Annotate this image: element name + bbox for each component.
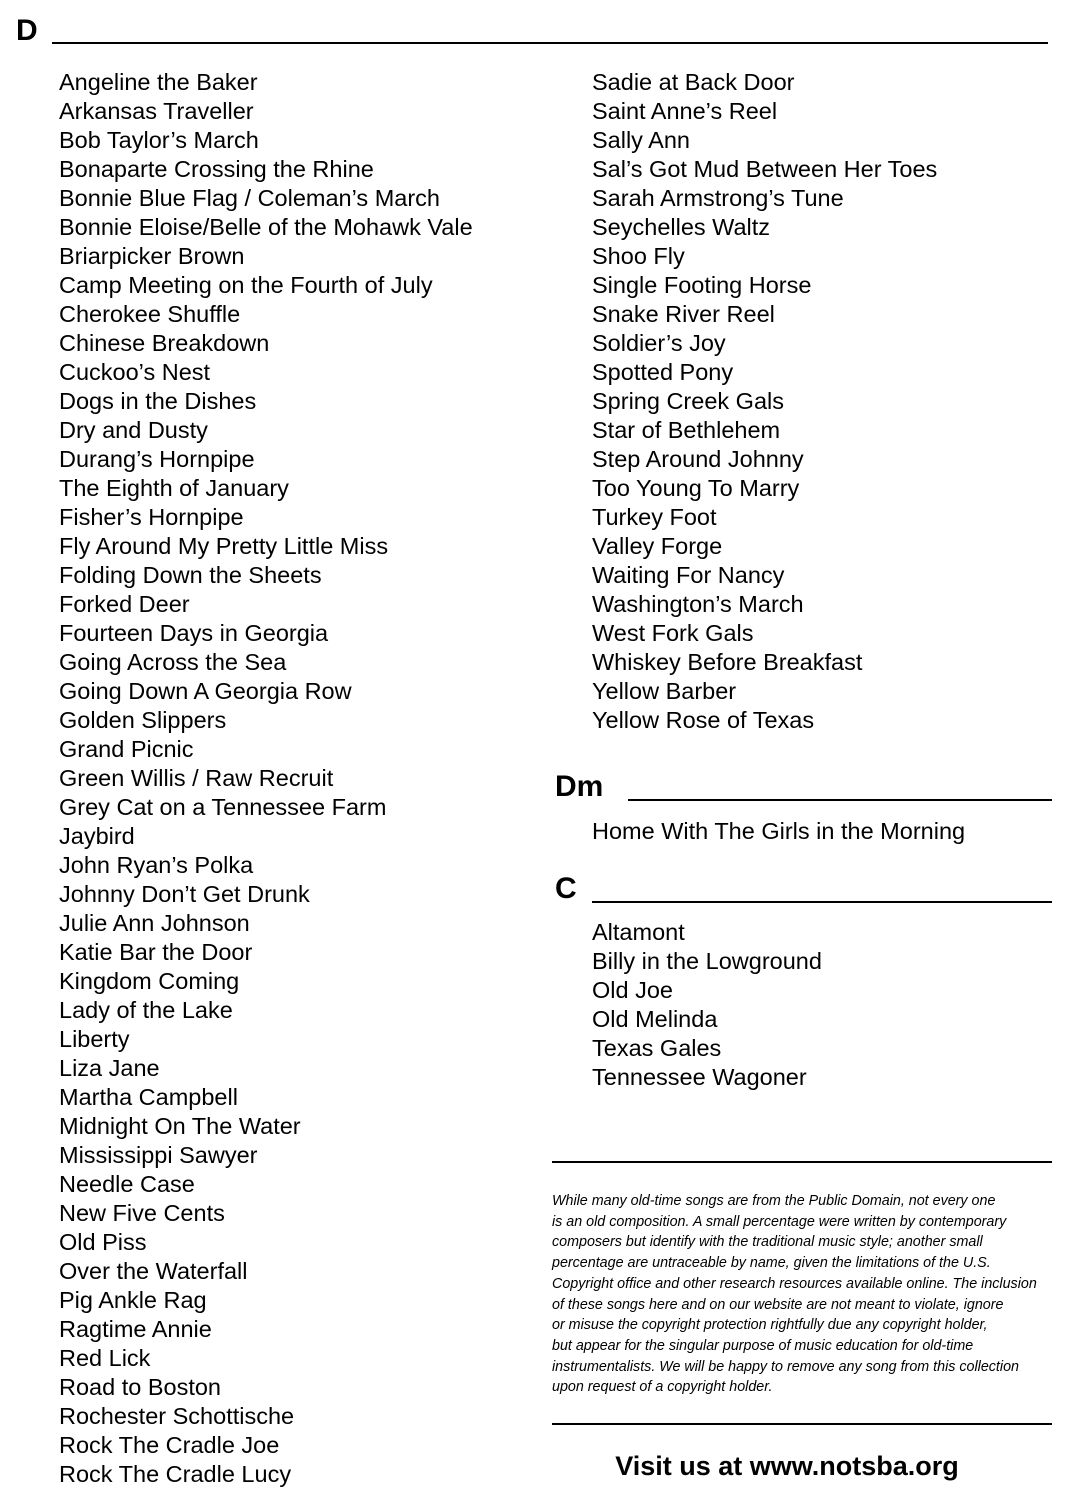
tune-title: Liza Jane <box>59 1055 160 1081</box>
tune-title: Green Willis / Raw Recruit <box>59 765 334 791</box>
tune-title: Red Lick <box>59 1345 151 1371</box>
tune-title: Pig Ankle Rag <box>59 1287 207 1313</box>
key-dm-rule <box>628 799 1052 801</box>
disclaimer-line: composers but identify with the traditional music style; another small <box>552 1234 983 1251</box>
tune-title: Sal’s Got Mud Between Her Toes <box>592 156 938 182</box>
tune-title: Seychelles Waltz <box>592 214 771 240</box>
tune-title: Texas Gales <box>592 1035 722 1061</box>
key-c-rule <box>592 901 1052 903</box>
tune-title: Star of Bethlehem <box>592 417 781 443</box>
tune-title: Fourteen Days in Georgia <box>59 620 329 646</box>
tune-title: Johnny Don’t Get Drunk <box>59 881 310 907</box>
tune-title: Home With The Girls in the Morning <box>592 818 966 844</box>
tune-title: Chinese Breakdown <box>59 330 270 356</box>
key-d-heading: D <box>16 14 38 47</box>
tune-title: Durang’s Hornpipe <box>59 446 255 472</box>
tune-title: Bob Taylor’s March <box>59 127 259 153</box>
tune-title: Step Around Johnny <box>592 446 804 472</box>
tune-title: Cherokee Shuffle <box>59 301 241 327</box>
tune-title: Too Young To Marry <box>592 475 800 501</box>
disclaimer-line: instrumentalists. We will be happy to remove any song from this collection <box>552 1358 1019 1375</box>
tune-title: Washington’s March <box>592 591 804 617</box>
tune-title: Fly Around My Pretty Little Miss <box>59 533 389 559</box>
tune-title: Katie Bar the Door <box>59 939 253 965</box>
tune-title: Needle Case <box>59 1171 195 1197</box>
tune-title: Shoo Fly <box>592 243 685 269</box>
disclaimer-line: but appear for the singular purpose of music education for old-time <box>552 1337 974 1354</box>
tune-title: Rochester Schottische <box>59 1403 295 1429</box>
tune-title: Snake River Reel <box>592 301 775 327</box>
website-footer: Visit us at www.notsba.org <box>615 1451 959 1481</box>
tune-title: Arkansas Traveller <box>59 98 254 124</box>
tune-title: Folding Down the Sheets <box>59 562 322 588</box>
tune-title: Single Footing Horse <box>592 272 812 298</box>
disclaimer-line: is an old composition. A small percentage were written by contemporary <box>552 1213 1007 1230</box>
tune-title: Soldier’s Joy <box>592 330 726 356</box>
disclaimer-line: percentage are untraceable by name, given the limitations of the U.S. <box>552 1255 991 1272</box>
tune-title: Going Across the Sea <box>59 649 287 675</box>
tune-title: Ragtime Annie <box>59 1316 212 1342</box>
disclaimer-line: of these songs here and on our website are not meant to violate, ignore <box>552 1296 1004 1313</box>
tune-title: Road to Boston <box>59 1374 221 1400</box>
tune-title: Yellow Rose of Texas <box>592 707 815 733</box>
tune-title: Waiting For Nancy <box>592 562 785 588</box>
tune-title: Over the Waterfall <box>59 1258 248 1284</box>
disclaimer-bottom-rule <box>552 1423 1052 1425</box>
tune-title: Valley Forge <box>592 533 723 559</box>
tune-title: New Five Cents <box>59 1200 225 1226</box>
tune-title: Grey Cat on a Tennessee Farm <box>59 794 387 820</box>
tune-title: Altamont <box>592 919 685 945</box>
tune-title: Golden Slippers <box>59 707 227 733</box>
tune-title: West Fork Gals <box>592 620 754 646</box>
disclaimer-line: upon request of a copyright holder. <box>552 1379 773 1396</box>
key-d-tune-list-right <box>592 68 937 735</box>
tune-title: John Ryan’s Polka <box>59 852 254 878</box>
tune-title: Old Joe <box>592 977 673 1003</box>
disclaimer-line: Copyright office and other research resources available online. The inclusion <box>552 1275 1037 1292</box>
tune-title: Kingdom Coming <box>59 968 240 994</box>
tune-title: Spotted Pony <box>592 359 734 385</box>
key-dm-heading: Dm <box>555 770 604 803</box>
tune-title: Old Piss <box>59 1229 147 1255</box>
tune-title: Turkey Foot <box>592 504 717 530</box>
key-d-tune-list-left <box>59 68 473 1489</box>
disclaimer-line: While many old-time songs are from the Public Domain, not every one <box>552 1193 996 1209</box>
key-c-heading: C <box>555 872 577 905</box>
tune-title: Midnight On The Water <box>59 1113 301 1139</box>
tune-title: Dry and Dusty <box>59 417 208 443</box>
tune-title: Liberty <box>59 1026 130 1052</box>
tune-title: Going Down A Georgia Row <box>59 678 352 704</box>
tune-title: Billy in the Lowground <box>592 948 822 974</box>
tune-title: Fisher’s Hornpipe <box>59 504 244 530</box>
tune-title: The Eighth of January <box>59 475 289 501</box>
tune-title: Bonaparte Crossing the Rhine <box>59 156 374 182</box>
tune-title: Tennessee Wagoner <box>592 1064 807 1090</box>
tune-title: Old Melinda <box>592 1006 718 1032</box>
tune-title: Lady of the Lake <box>59 997 233 1023</box>
tune-title: Bonnie Eloise/Belle of the Mohawk Vale <box>59 214 473 240</box>
tune-title: Saint Anne’s Reel <box>592 98 778 124</box>
tune-title: Julie Ann Johnson <box>59 910 250 936</box>
tune-title: Mississippi Sawyer <box>59 1142 258 1168</box>
tune-title: Jaybird <box>59 823 135 849</box>
tune-title: Forked Deer <box>59 591 190 617</box>
tune-title: Sarah Armstrong’s Tune <box>592 185 844 211</box>
tune-title: Rock The Cradle Joe <box>59 1432 280 1458</box>
key-dm-tune-list <box>592 817 965 846</box>
key-d-rule <box>52 42 1048 44</box>
tune-title: Sadie at Back Door <box>592 69 795 95</box>
tune-title: Spring Creek Gals <box>592 388 784 414</box>
tune-title: Rock The Cradle Lucy <box>59 1461 292 1487</box>
tune-title: Sally Ann <box>592 127 690 153</box>
tune-title: Whiskey Before Breakfast <box>592 649 863 675</box>
tune-title: Martha Campbell <box>59 1084 238 1110</box>
disclaimer-top-rule <box>552 1161 1052 1163</box>
tune-title: Camp Meeting on the Fourth of July <box>59 272 433 298</box>
tune-title: Cuckoo’s Nest <box>59 359 211 385</box>
tune-title: Bonnie Blue Flag / Coleman’s March <box>59 185 440 211</box>
tune-title: Briarpicker Brown <box>59 243 245 269</box>
copyright-disclaimer <box>552 1191 1057 1398</box>
tune-title: Grand Picnic <box>59 736 194 762</box>
tune-title: Angeline the Baker <box>59 69 258 95</box>
disclaimer-line: or misuse the copyright protection rightfully due any copyright holder, <box>552 1317 988 1334</box>
key-c-tune-list <box>592 918 822 1092</box>
tune-title: Yellow Barber <box>592 678 737 704</box>
tune-title: Dogs in the Dishes <box>59 388 257 414</box>
